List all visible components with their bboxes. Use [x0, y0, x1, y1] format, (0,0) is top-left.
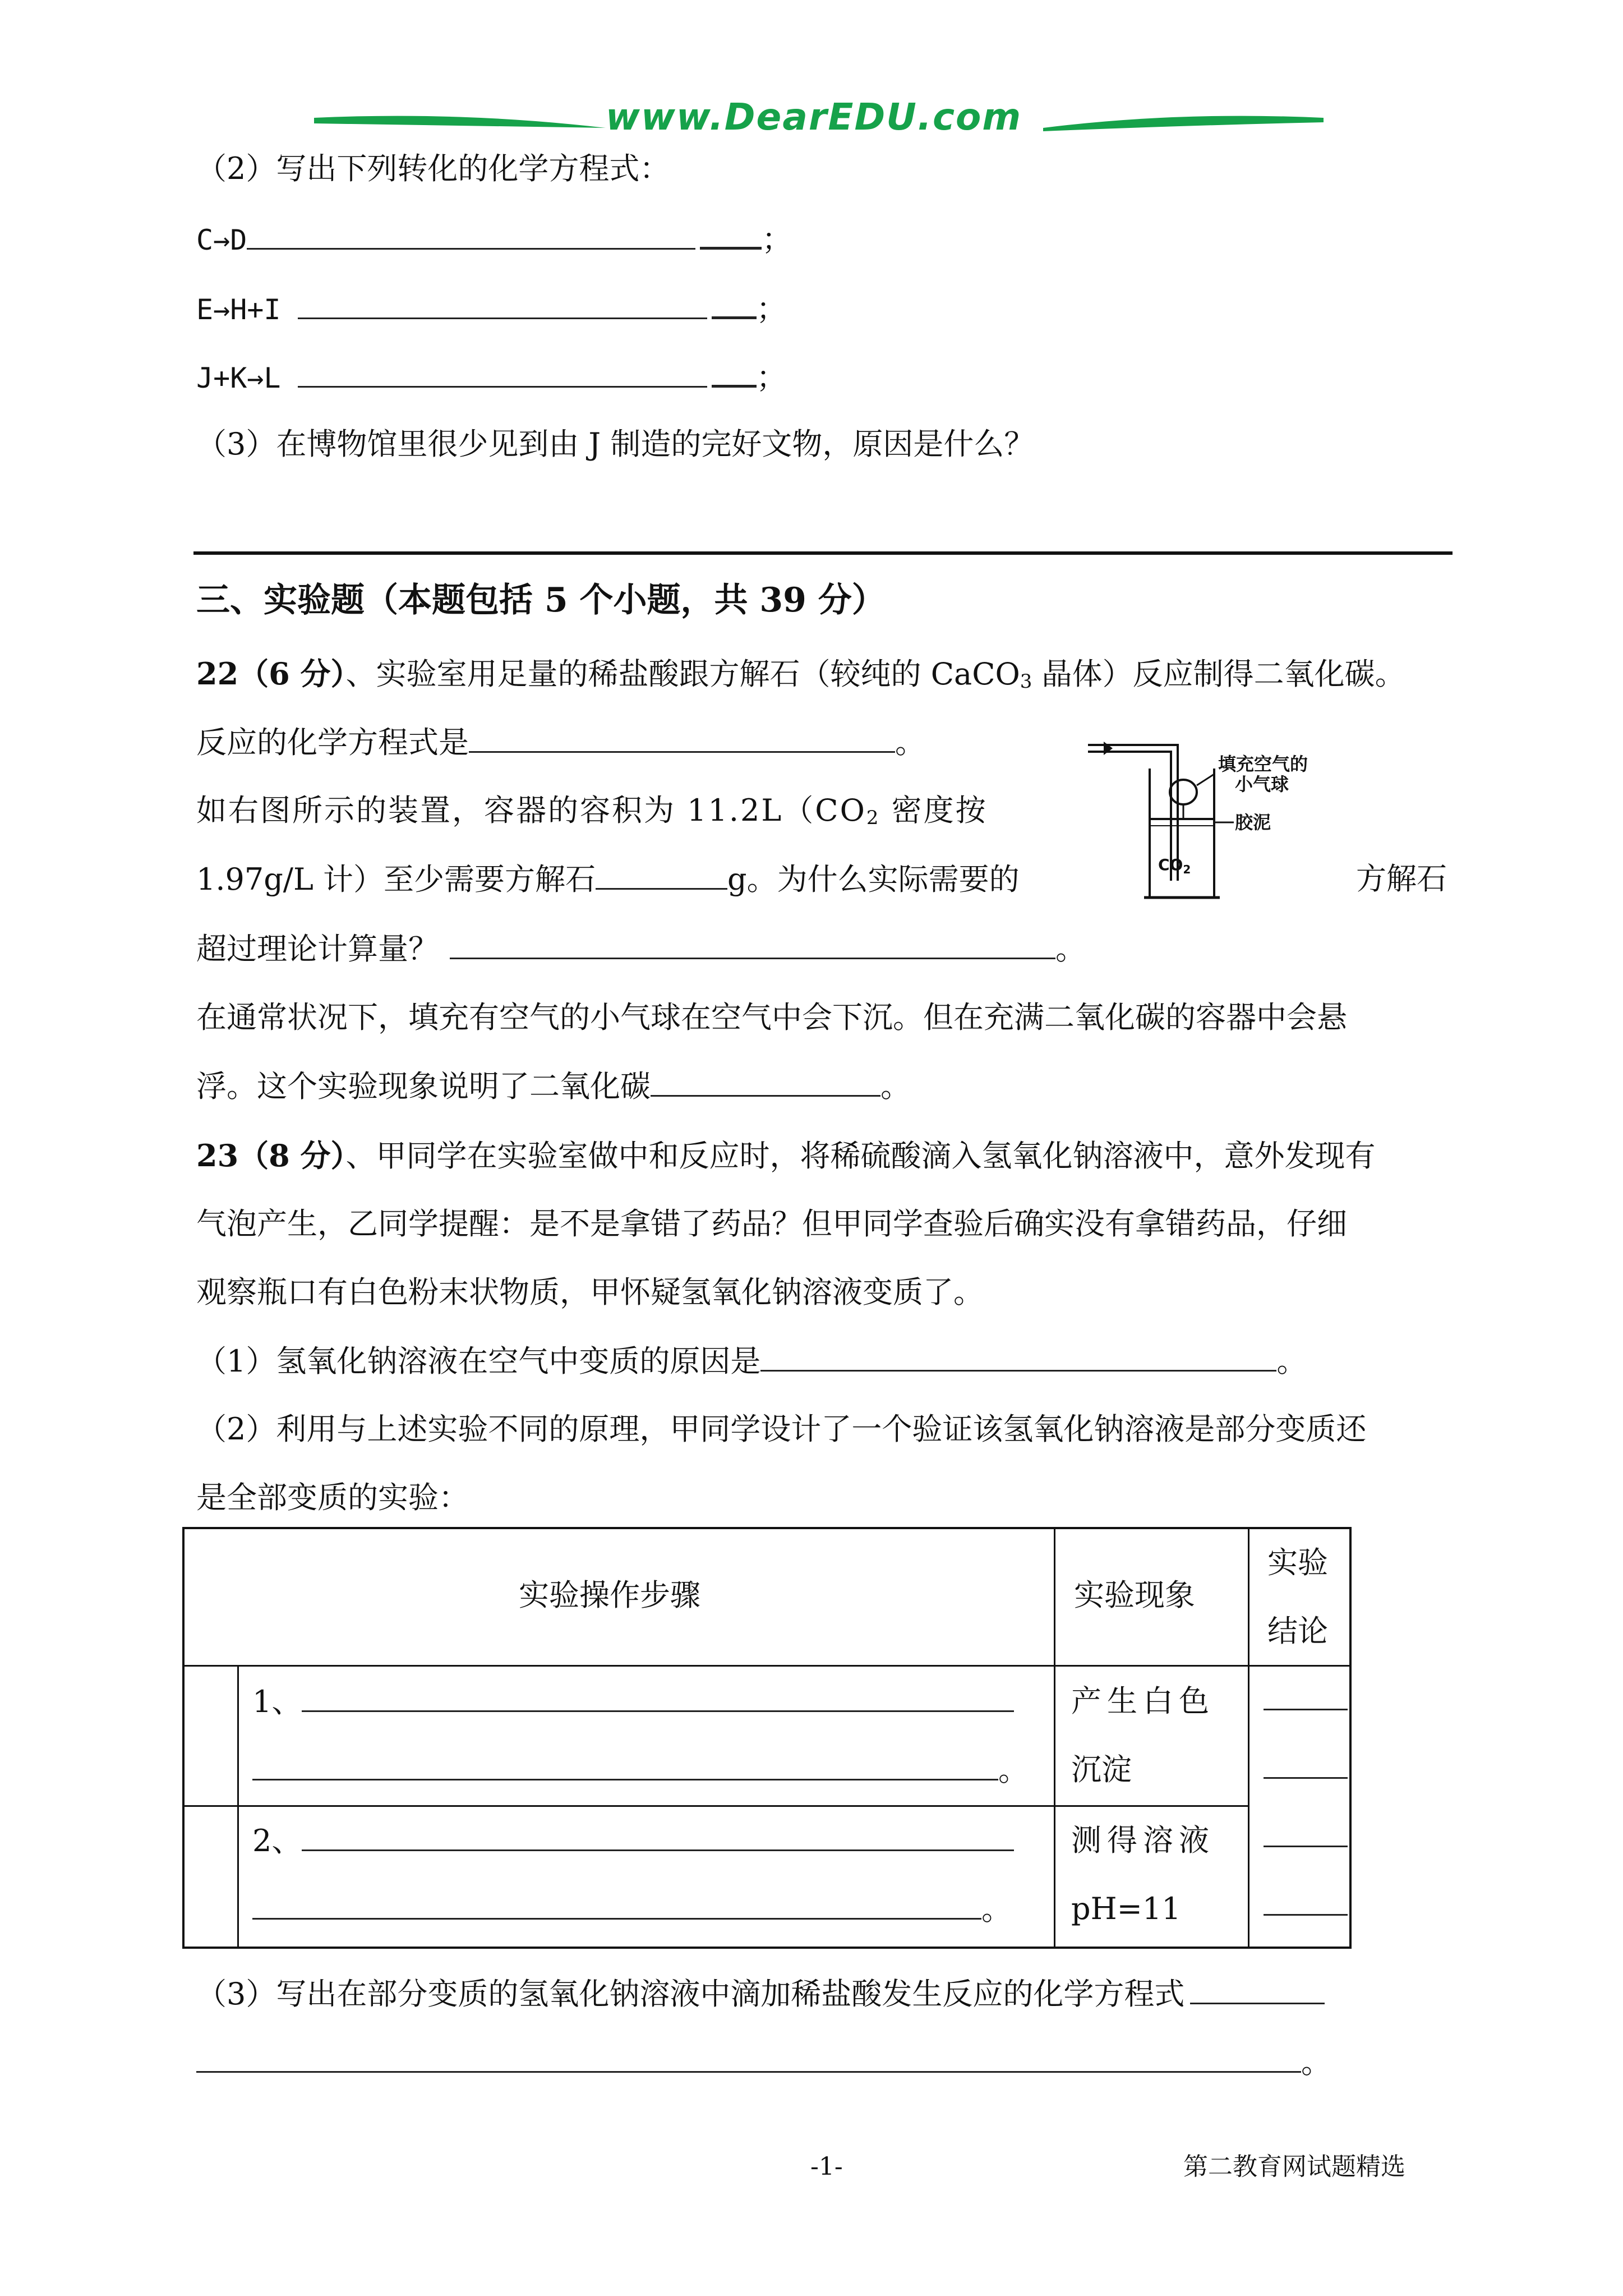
q22-number: 22（6 分）: [196, 656, 346, 692]
q22-line4-b: g。为什么实际需要的: [727, 862, 1020, 897]
q22-line1-a: 、实验室用足量的稀盐酸跟方解石（较纯的 CaCO: [345, 656, 1020, 692]
row2-step-blank-a: [302, 1820, 1014, 1851]
conclusion-blank-2: [1264, 1750, 1348, 1779]
eq1-blank-tail: [700, 218, 762, 250]
q22-line4-c: 方解石: [1356, 861, 1447, 896]
q22-mass-blank: [596, 859, 727, 890]
row1-phenomenon-1: 产生白色: [1071, 1683, 1215, 1719]
q22-line2-period: 。: [895, 725, 925, 760]
q21-eq3: [196, 356, 787, 398]
q23-part2-b: 是全部变质的实验：: [196, 1480, 469, 1515]
q22-line3: [196, 790, 988, 831]
section-divider: [193, 551, 1453, 555]
q22-line1: [196, 654, 1405, 694]
row2-step-blank-b: [252, 1889, 981, 1920]
q22-line4: [196, 859, 1020, 900]
q22-equation-blank: [469, 722, 895, 753]
eq1-blank: [247, 219, 695, 250]
row1-step-line1: [252, 1681, 1014, 1722]
eq3-label: J+K→L: [196, 362, 281, 394]
q23-part2-a: （2）利用与上述实验不同的原理，甲同学设计了一个验证该氢氧化钠溶液是部分变质还: [196, 1411, 1367, 1447]
figure-label-clay: 胶泥: [1235, 812, 1271, 833]
eq1-label: C→D: [196, 224, 247, 256]
eq2-semicolon: ；: [756, 291, 787, 326]
q22-line7-text: 浮。这个实验现象说明了二氧化碳: [196, 1069, 651, 1104]
figure-label-balloon2: 小气球: [1235, 774, 1289, 795]
q21-eq1: [196, 218, 792, 260]
row1-step-blank-a: [302, 1681, 1014, 1712]
figure-label-balloon: 填充空气的: [1218, 753, 1308, 775]
eq3-blank-tail: [712, 356, 757, 388]
q22-property-blank: [651, 1066, 880, 1097]
q23-part3-blank-b: [196, 2042, 1301, 2073]
figure-co2-text: CO: [1158, 855, 1183, 874]
eq2-blank: [298, 288, 707, 319]
q22-line3-sub: 2: [866, 807, 880, 829]
q21-part2-intro: （2）写出下列转化的化学方程式：: [196, 151, 670, 186]
banner-swoosh-left: [314, 107, 606, 140]
footer-source: 第二教育网试题精选: [1183, 2152, 1405, 2181]
q22-line5-period: 。: [1055, 931, 1086, 967]
q23-part1-text: （1）氢氧化钠溶液在空气中变质的原因是: [196, 1343, 761, 1379]
row1-step-end: 。: [998, 1752, 1029, 1788]
figure-label-co2: [1158, 856, 1191, 874]
q23-line1: [196, 1135, 1376, 1176]
figure-co2-sub: 2: [1183, 863, 1191, 876]
banner-swoosh-right: [1043, 107, 1324, 140]
q22-line5: [196, 928, 1086, 969]
q22-line7: [196, 1066, 911, 1107]
q23-line2: 气泡产生，乙同学提醒：是不是拿错了药品？但甲同学查验后确实没有拿错药品，仔细: [196, 1206, 1347, 1241]
page-number: -1-: [810, 2152, 843, 2181]
q23-part3-text: （3）写出在部分变质的氢氧化钠溶液中滴加稀盐酸发生反应的化学方程式: [196, 1976, 1185, 2012]
site-name: www.DearEDU.com: [606, 95, 1022, 139]
q23-line3: 观察瓶口有白色粉末状物质，甲怀疑氢氧化钠溶液变质了。: [196, 1274, 984, 1310]
row1-phenomenon-2: 沉淀: [1071, 1752, 1132, 1787]
q23-part1-period: 。: [1276, 1343, 1307, 1379]
row2-phenomenon-2: pH=11: [1071, 1891, 1181, 1926]
q23-part3-period: 。: [1301, 2045, 1331, 2080]
row2-step-line2: [252, 1889, 1012, 1930]
table-header-steps: 实验操作步骤: [519, 1577, 700, 1613]
eq2-label: E→H+I: [196, 293, 281, 326]
eq3-blank: [298, 357, 707, 388]
q23-part3-line2: [196, 2042, 1331, 2083]
row1-step-line2: [252, 1750, 1029, 1791]
table-row: [182, 1807, 1352, 1947]
section3-title: 三、实验题（本题包括 5 个小题，共 39 分）: [196, 581, 886, 620]
table-header-conclusion-1: 实验: [1267, 1545, 1328, 1580]
q22-line6: 在通常状况下，填充有空气的小气球在空气中会下沉。但在充满二氧化碳的容器中会悬: [196, 1000, 1347, 1035]
q23-reason-blank: [760, 1341, 1276, 1372]
q23-number: 23（8 分）: [196, 1138, 346, 1174]
row2-phenomenon-1: 测得溶液: [1071, 1823, 1215, 1858]
conclusion-blank-1: [1264, 1682, 1348, 1710]
row2-step-end: 。: [981, 1892, 1012, 1927]
experiment-table: [182, 1527, 1352, 1949]
q22-line2-text: 反应的化学方程式是: [196, 725, 469, 760]
q22-line3-b: 密度按: [880, 793, 988, 828]
q22-line2: [196, 722, 925, 763]
row1-step-number: 1、: [252, 1684, 302, 1719]
table-header-conclusion-2: 结论: [1267, 1613, 1328, 1649]
row1-step-blank-b: [252, 1750, 998, 1780]
eq2-blank-tail: [712, 287, 757, 319]
q23-part1: [196, 1341, 1307, 1382]
q22-line1-b: 晶体）反应制得二氧化碳。: [1032, 656, 1405, 692]
q22-line3-a: 如右图所示的装置，容器的容积为 11.2L（CO: [196, 793, 866, 828]
row2-step-line1: [252, 1820, 1014, 1861]
apparatus-figure: [1088, 729, 1346, 909]
header-banner: [314, 95, 1324, 157]
q23-part3-blank-a: [1190, 1973, 1325, 2004]
eq3-semicolon: ；: [756, 360, 787, 395]
q22-reason-blank: [450, 928, 1055, 959]
q22-line1-sub: 3: [1020, 670, 1032, 693]
table-row: [182, 1667, 1352, 1805]
q21-part3: （3）在博物馆里很少见到由 J 制造的完好文物，原因是什么？: [196, 426, 1035, 462]
q22-line7-period: 。: [880, 1069, 911, 1104]
conclusion-blank-4: [1264, 1887, 1348, 1916]
q23-line1-text: 、甲同学在实验室做中和反应时，将稀硫酸滴入氢氧化钠溶液中，意外发现有: [345, 1138, 1376, 1174]
q23-part3: [196, 1973, 1325, 2014]
table-header-phenomenon: 实验现象: [1074, 1577, 1195, 1613]
row2-step-number: 2、: [252, 1823, 302, 1858]
eq1-semicolon: ；: [762, 222, 792, 257]
q22-line5-text: 超过理论计算量？: [196, 931, 439, 967]
q21-eq2: [196, 287, 787, 330]
q22-line4-a: 1.97g/L 计）至少需要方解石: [196, 862, 596, 897]
conclusion-blank-3: [1264, 1819, 1348, 1847]
